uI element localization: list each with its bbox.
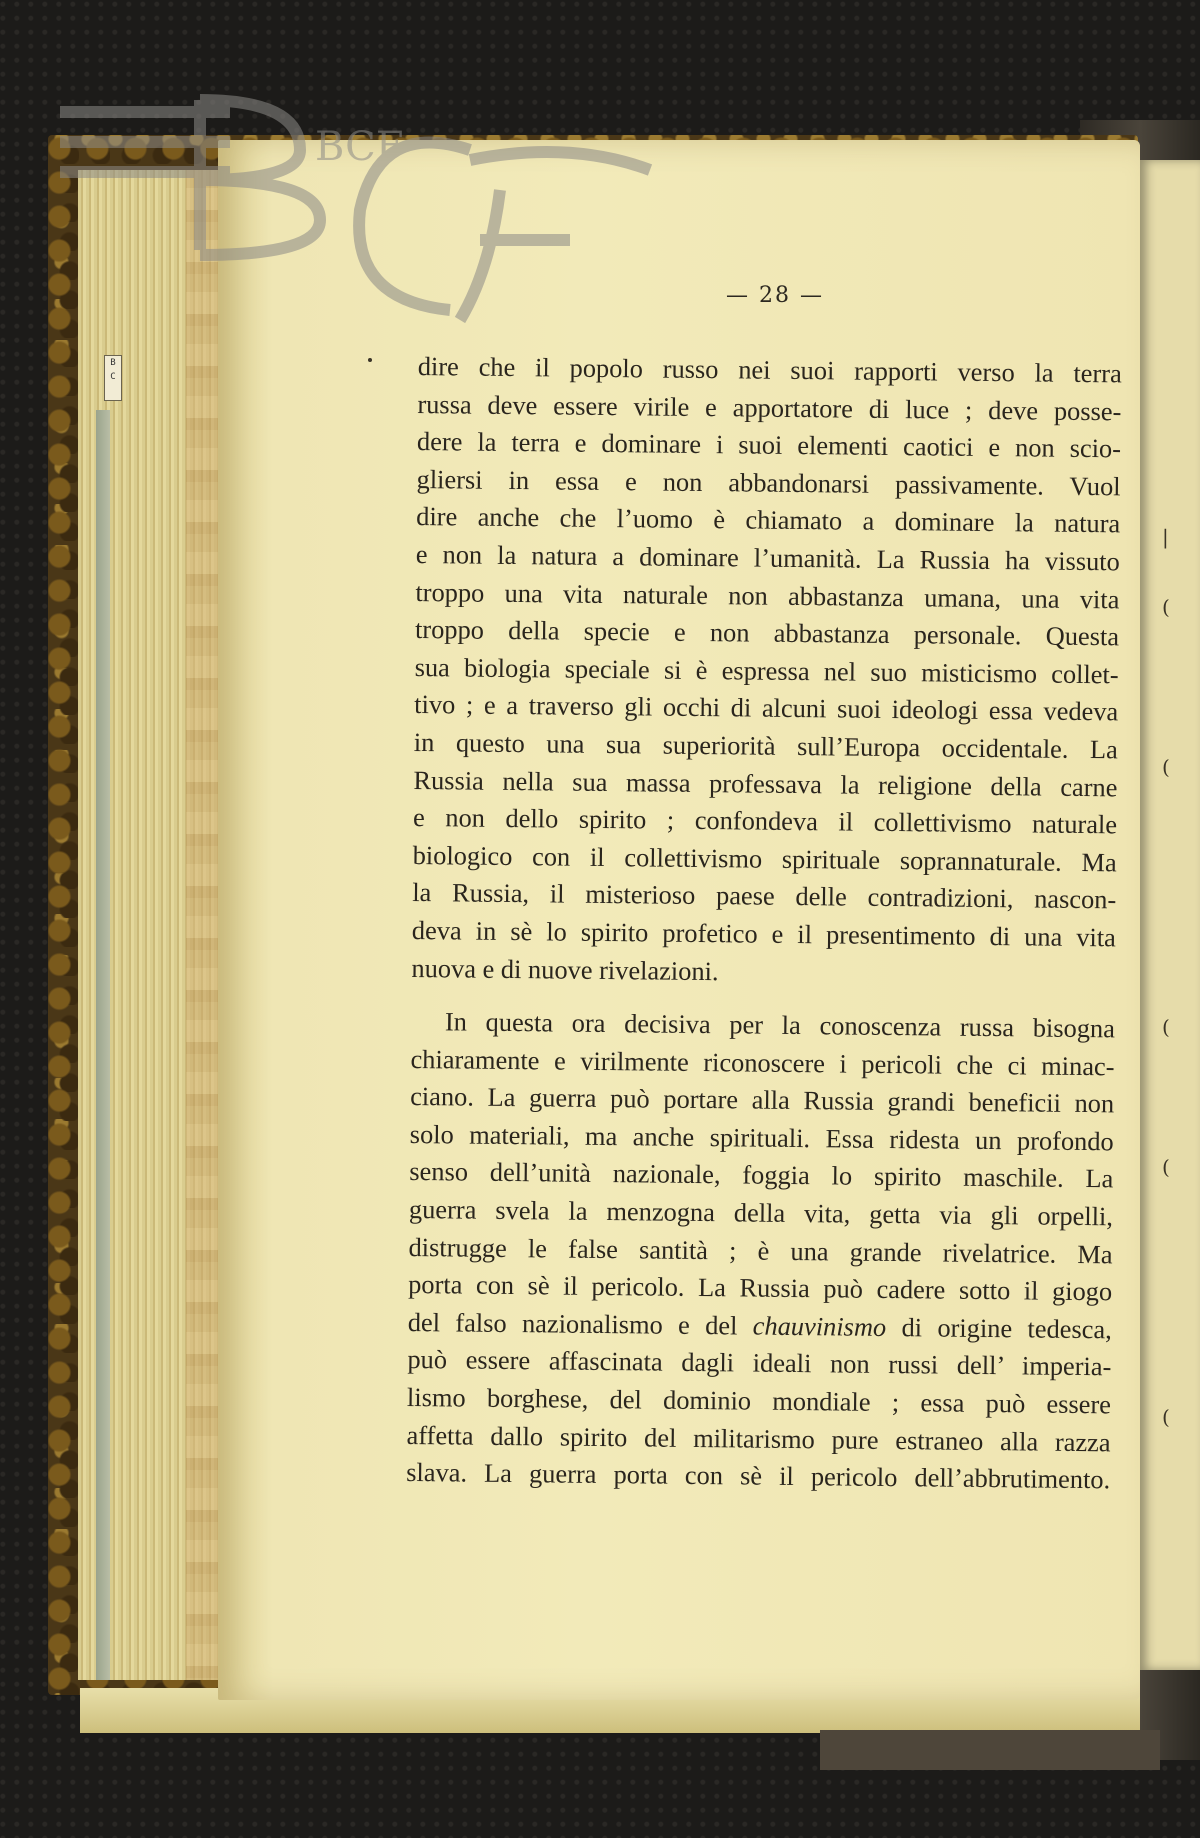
text-line: e non la natura a dominare l’umanità. La Russia ha vissuto bbox=[415, 538, 1120, 577]
text-line: slava. La guerra porta con sè il pericolo dell’abbrutimento. bbox=[406, 1457, 1111, 1495]
text-line: affetta dallo spirito del militarismo pure estraneo alla razza bbox=[406, 1419, 1111, 1457]
spine-label: B C bbox=[104, 355, 122, 401]
text-line: deva in sè lo spirito profetico e il presentimento di una vita bbox=[411, 914, 1117, 953]
text-line: guerra svela la menzogna della vita, getta via gli orpelli, bbox=[408, 1194, 1114, 1232]
text-line: la Russia, il misterioso paese delle contradizioni, nascon- bbox=[412, 877, 1117, 915]
text-line: distrugge le false santità ; è una grande rivelatrice. Ma bbox=[408, 1231, 1113, 1269]
text-line: sua biologia speciale si è espressa nel suo misticismo collet- bbox=[414, 651, 1119, 690]
text-line: lismo borghese, del dominio mondiale ; essa può essere bbox=[406, 1381, 1112, 1420]
text-line: porta con sè il pericolo. La Russia può cadere sotto il giogo bbox=[408, 1269, 1113, 1307]
text-line: senso dell’unità nazionale, foggia lo spirito maschile. La bbox=[409, 1156, 1114, 1194]
watermark-text: BCF bbox=[315, 124, 404, 170]
text-line: gliersi in essa e non abbandonarsi passivamente. Vuol bbox=[416, 463, 1121, 502]
text-line: Russia nella sua massa professava la religione della carne bbox=[413, 764, 1118, 802]
text-line: nuova e di nuove rivelazioni. bbox=[411, 952, 719, 986]
margin-mark bbox=[368, 358, 372, 362]
text-line: solo materiali, ma anche spirituali. Essa ridesta un profondo bbox=[409, 1118, 1114, 1157]
page-number: — 28 — bbox=[726, 283, 824, 308]
text-line: del falso nazionalismo e del chauvinismo di origine tedesca, bbox=[407, 1306, 1112, 1345]
text-line: russa deve essere virile e apportatore di luce ; deve posse- bbox=[417, 388, 1122, 426]
text-line: ciano. La guerra può portare alla Russia grandi beneficii non bbox=[410, 1081, 1115, 1119]
text-line: tivo ; e a traverso gli occhi di alcuni suoi ideologi essa vedeva bbox=[414, 689, 1119, 727]
text-line: e non dello spirito ; confondeva il collettivismo naturale bbox=[412, 802, 1118, 840]
text-line: troppo una vita naturale non abbastanza umana, una vita bbox=[415, 576, 1120, 614]
text-line: in questo una sua superiorità sull’Europa occidentale. La bbox=[413, 726, 1118, 765]
text-line: troppo della specie e non abbastanza personale. Questa bbox=[414, 614, 1120, 652]
text-line: chiaramente e virilmente riconoscere i pericoli che ci minac- bbox=[410, 1043, 1115, 1082]
page-text bbox=[406, 348, 1122, 1499]
text-line: dere la terra e dominare i suoi elementi caotici e non scio- bbox=[416, 426, 1122, 464]
bottom-cloth bbox=[820, 1730, 1160, 1770]
page-edges bbox=[78, 170, 228, 1680]
text-line: dire che il popolo russo nei suoi rapporti verso la terra bbox=[417, 350, 1122, 389]
text-line: In questa ora decisiva per la conoscenza russa bisogna bbox=[444, 1006, 1116, 1044]
facing-page-edge: | ( ( ( ( ( bbox=[1140, 160, 1200, 1670]
text-line: può essere affascinata dagli ideali non russi dell’ imperia- bbox=[407, 1344, 1112, 1382]
text-line: biologico con il collettivismo spirituale soprannaturale. Ma bbox=[412, 839, 1117, 878]
watermark-logo bbox=[50, 40, 690, 330]
text-line: dire anche che l’uomo è chiamato a dominare la natura bbox=[416, 501, 1121, 539]
